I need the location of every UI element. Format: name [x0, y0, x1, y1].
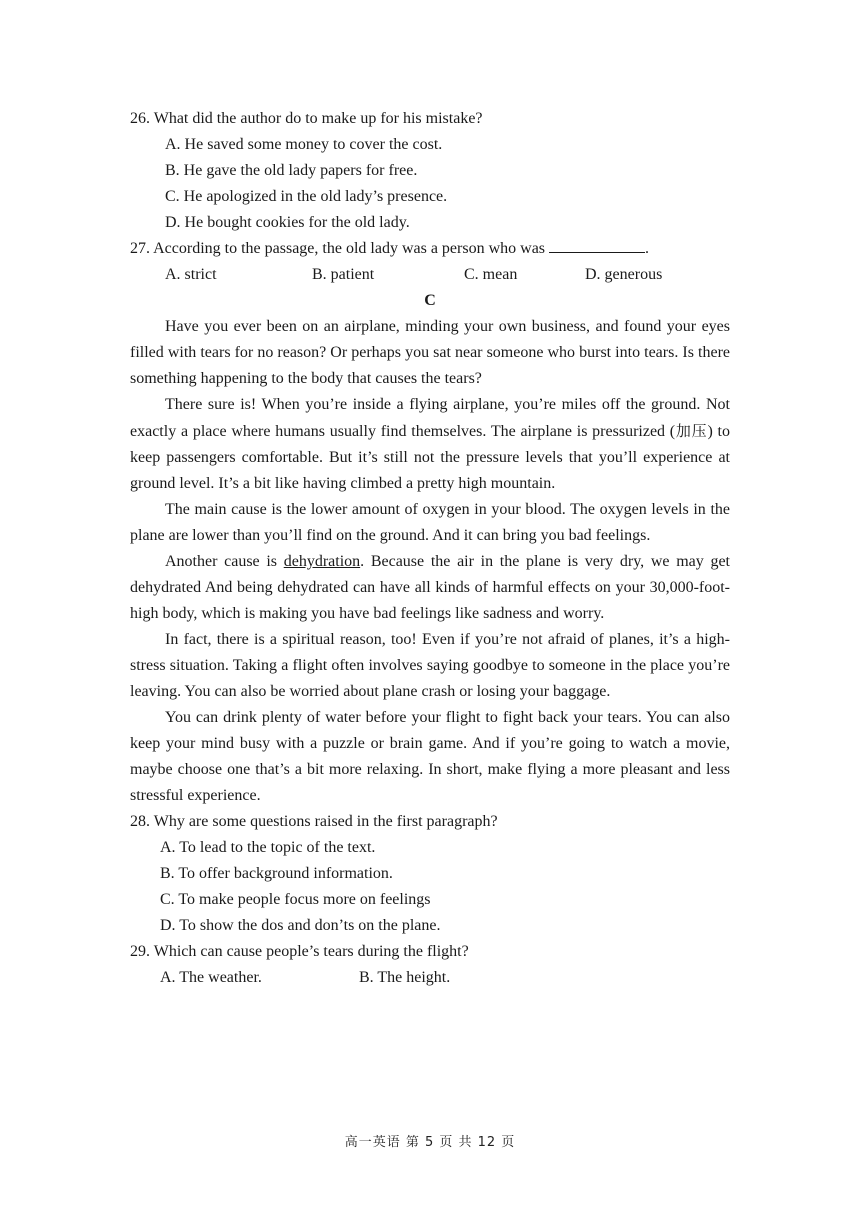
passage-paragraph-1: Have you ever been on an airplane, minding your own business, and found your eyes filled with tears for no reason? Or perhaps you sat near someone who burst into tears. Is there something happening to the body that causes the tears? — [130, 318, 730, 387]
question-26-stem: 26. What did the author do to make up for his mistake? — [130, 110, 483, 127]
passage-paragraph-3: The main cause is the lower amount of oxygen in your blood. The oxygen levels in the plane are lower than you’ll find on the ground. And it can bring you bad feelings. — [130, 501, 730, 544]
question-27-options — [130, 262, 730, 288]
question-26-option-c: C. He apologized in the old lady’s presence. — [165, 188, 448, 205]
question-27-option-a: A. strict — [165, 266, 217, 283]
paragraph-2-text-end: ) to keep passengers comfortable. But it’s still not the pressure levels that you’ll experience at ground level. It’s a bit like having climbed a pretty high mountain. — [130, 423, 730, 492]
question-29-stem: 29. Which can cause people’s tears during the flight? — [130, 943, 469, 960]
question-28-option-a: A. To lead to the topic of the text. — [160, 839, 376, 856]
page-footer: 高一英语 第 5 页 共 12 页 — [344, 1135, 516, 1150]
passage-paragraph-6: You can drink plenty of water before your flight to fight back your tears. You can also keep your mind busy with a puzzle or brain game. And if you’re going to watch a movie, maybe choose one that’s a bit more relaxing. In short, make flying a more pleasant and less stressful experience. — [130, 709, 730, 804]
question-28-option-d: D. To show the dos and don’ts on the plane. — [160, 917, 441, 934]
question-29-option-b: B. The height. — [359, 969, 451, 986]
question-28-option-b: B. To offer background information. — [160, 865, 393, 882]
exam-page — [130, 106, 730, 991]
passage-paragraph-4 — [130, 549, 730, 627]
question-27-option-b: B. patient — [312, 266, 375, 283]
question-27-option-c: C. mean — [464, 266, 518, 283]
answer-blank — [549, 238, 645, 253]
chinese-gloss: 加压 — [675, 422, 708, 440]
question-28-stem: 28. Why are some questions raised in the first paragraph? — [130, 813, 498, 830]
question-27-stem — [130, 236, 730, 262]
question-27-stem-end: . — [645, 240, 650, 257]
question-26-option-a: A. He saved some money to cover the cost. — [165, 136, 443, 153]
question-27-stem-text: 27. According to the passage, the old lady was a person who was — [130, 240, 550, 257]
underlined-word: dehydration — [283, 553, 361, 570]
question-29-option-a: A. The weather. — [160, 969, 262, 986]
question-28-option-c: C. To make people focus more on feelings — [160, 891, 431, 908]
paragraph-4-text-start: Another cause is — [165, 553, 284, 570]
paragraph-4-text-end: . Because the air in the plane is very dry, we may get dehydrated And being dehydrated can have all kinds of harmful effects on your 30,000-foot-high body, which is making you have bad feelings like sadness and worry. — [130, 553, 730, 622]
paragraph-2-text-start: There sure is! When you’re inside a flying airplane, you’re miles off the ground. Not exactly a place where humans usually find themselves. The airplane is pressurized ( — [130, 396, 730, 440]
question-27-option-d: D. generous — [585, 266, 663, 283]
question-26-option-d: D. He bought cookies for the old lady. — [165, 214, 410, 231]
passage-paragraph-5: In fact, there is a spiritual reason, too! Even if you’re not afraid of planes, it’s a high-stress situation. Taking a flight often involves saying goodbye to someone in the place you’re leaving. You can also be worried about plane crash or losing your baggage. — [130, 631, 730, 700]
question-29-options — [130, 965, 730, 991]
passage-paragraph-2 — [130, 392, 730, 497]
section-heading-c: C — [424, 292, 436, 309]
question-26-option-b: B. He gave the old lady papers for free. — [165, 162, 418, 179]
